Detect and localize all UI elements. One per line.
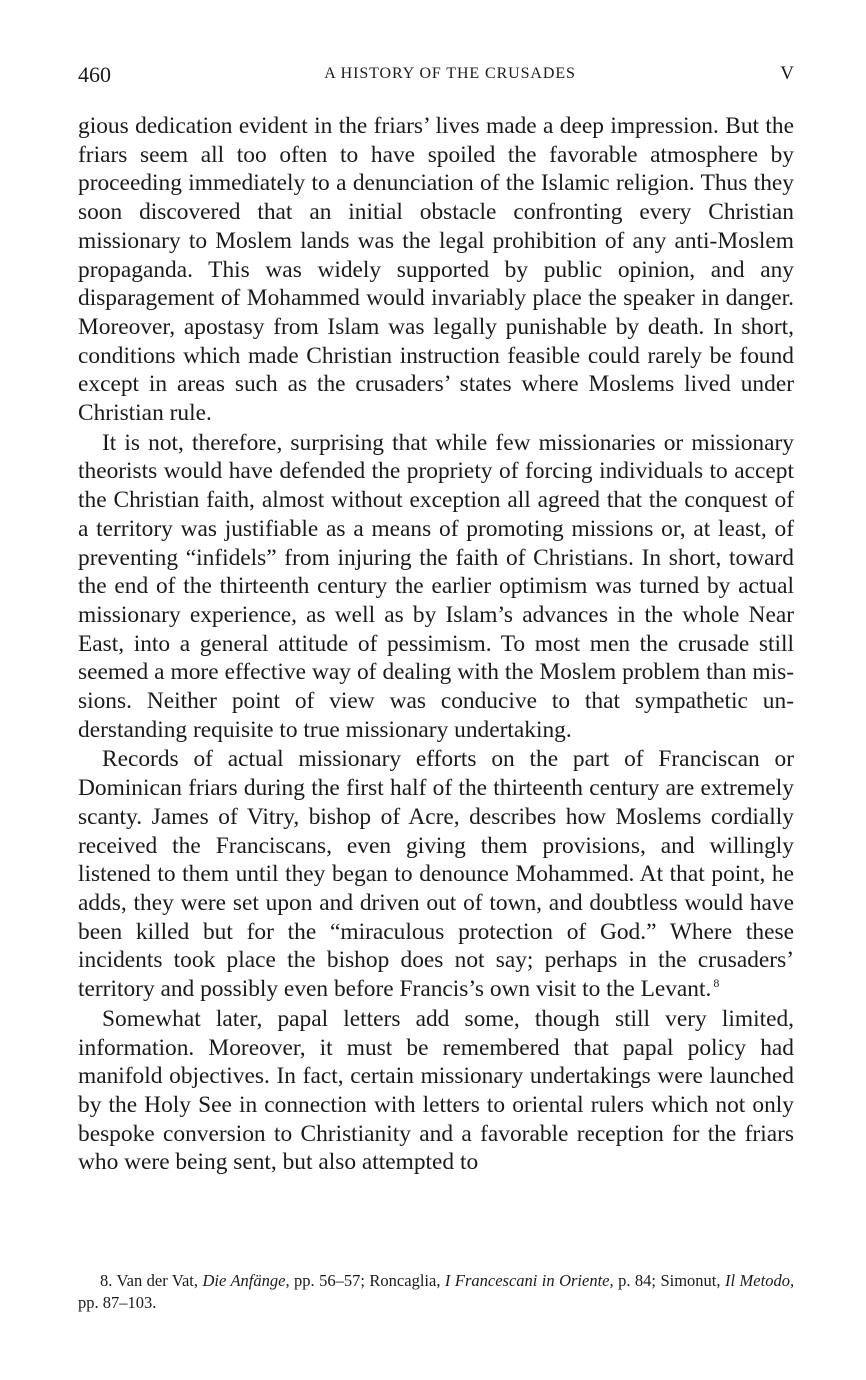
paragraph: Somewhat later, papal letters add some, though still very limited, information. Moreover, it must be remembered that papal policy had manifold objectives. In fact, certain missionary undertakings were launched by the Holy See in connection with letters to oriental rulers which not only bespoke conversion to Christianity and a favorable reception for the friars who were being sent, but also attempted to xyxy=(78,1005,794,1176)
part-label: V xyxy=(780,63,794,84)
footnote-author: Van der Vat, xyxy=(116,1271,199,1290)
footnote-number: 8. xyxy=(100,1271,113,1290)
footnotes xyxy=(78,1270,794,1314)
paragraph xyxy=(78,745,794,1003)
footnote-pages: p. 84; Simonut, xyxy=(618,1271,721,1290)
page-header xyxy=(78,62,794,92)
footnote xyxy=(78,1270,794,1314)
footnote-title: I Francescani in Oriente, xyxy=(444,1271,614,1290)
footnote-title: Die Anfänge, xyxy=(202,1271,290,1290)
footnote-reference[interactable]: 8 xyxy=(713,976,720,991)
body-text xyxy=(78,112,794,1177)
footnote-pages: pp. 56–57; Roncaglia, xyxy=(294,1271,441,1290)
footnote-title: Il Metodo, xyxy=(725,1271,795,1290)
page-number: 460 xyxy=(78,62,111,87)
paragraph: gious dedication evident in the friars’ lives made a deep impression. But the friars seem all too often to have spoiled the favorable atmosphere by proceeding immediately to a denunciation of the Islamic religion. Thus they soon discovered that an initial obstacle confronting every Christian missionary to Moslem lands was the legal prohibition of any anti-Moslem propaganda. This was widely supported by public opinion, and any disparagement of Mohammed would invariably place the speaker in danger. Moreover, apostasy from Islam was legally punishable by death. In short, conditions which made Christian instruction feasible could rarely be found except in areas such as the crusaders’ states where Moslems lived under Christian rule. xyxy=(78,113,794,427)
footnote-pages: pp. 87–103. xyxy=(78,1293,157,1312)
running-title: A HISTORY OF THE CRUSADES xyxy=(324,65,576,82)
paragraph-text: Records of actual missionary efforts on the part of Franciscan or Dominican friars during the first half of the thirteenth century are extremely scanty. James of Vitry, bishop of Acre, describes how Moslems cordially received the Franciscans, even giving them provisions, and willingly listened to them until they began to denounce Mohammed. At that point, he adds, they were set upon and driven out of town, and doubtless would have been killed but for the “miraculous protection of God.” Where these incidents took place the bishop does not say; perhaps in the crusaders’ territory and possibly even before Francis’s own visit to the Levant. xyxy=(78,746,794,1003)
paragraph: It is not, therefore, surprising that while few missionaries or missionary theorists would have defended the propriety of forcing individuals to accept the Christian faith, almost without exception all agreed that the conquest of a territory was justifiable as a means of promoting missions or, at least, of preventing “infidels” from injuring the faith of Christians. In short, toward the end of the thirteenth century the earlier optimism was turned by actual missionary experience, as well as by Islam’s advances in the whole Near East, into a general attitude of pessimism. To most men the crusade still seemed a more effective way of dealing with the Moslem problem than missions. Neither point of view was conducive to that sympathetic understanding requisite to true missionary undertaking. xyxy=(78,429,794,743)
